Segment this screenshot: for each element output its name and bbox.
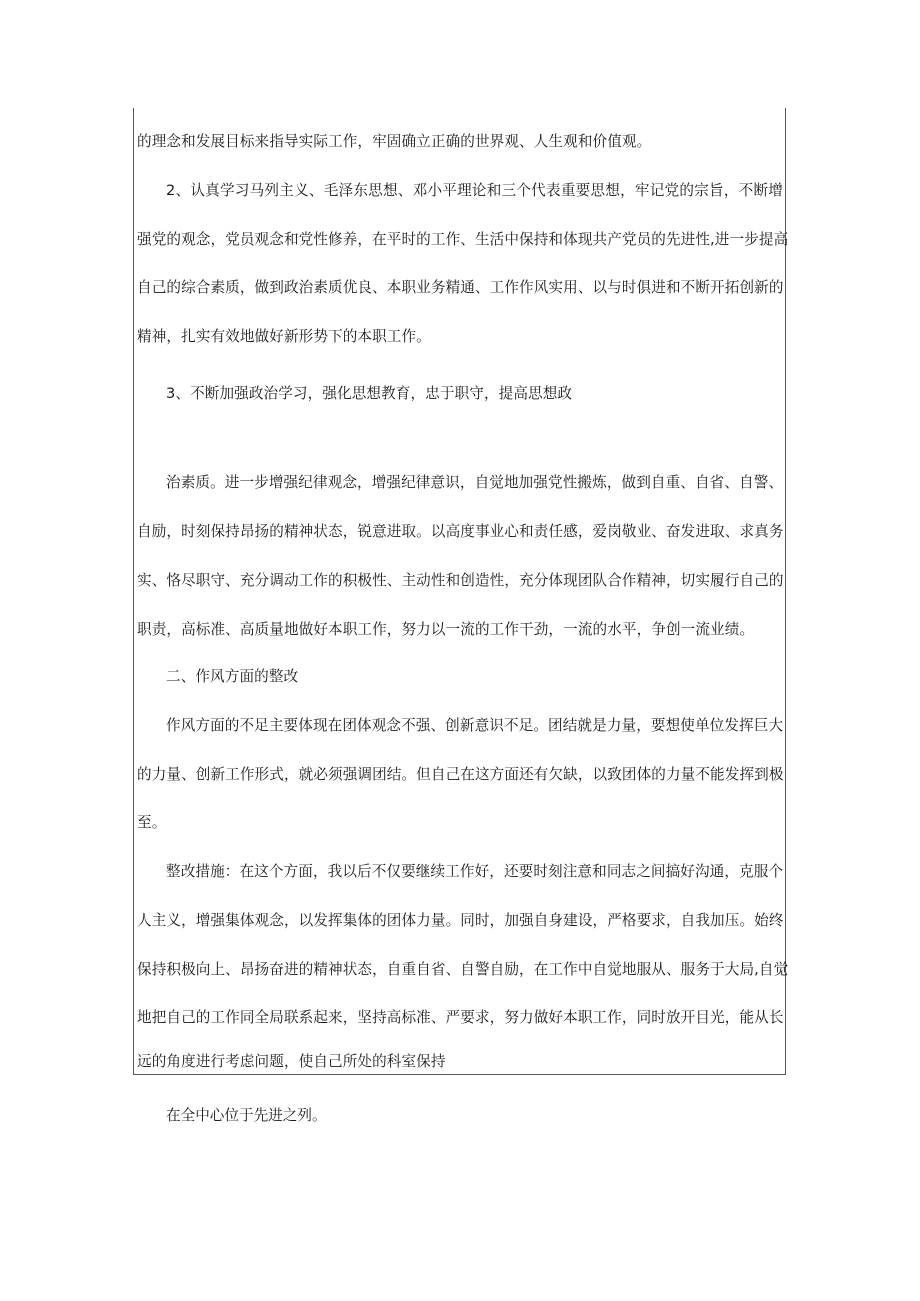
paragraph-line: 职责，高标准、高质量地做好本职工作，努力以一流的工作干劲，一流的水平，争创一流业绩。 — [137, 621, 755, 638]
paragraph-line: 强党的观念，党员观念和党性修养，在平时的工作、生活中保持和体现共产党员的先进性,进一步提高 — [137, 231, 789, 248]
paragraph-line: 地把自己的工作同全局联系起来，坚持高标准、严要求，努力做好本职工作，同时放开目光，能从长 — [137, 1009, 784, 1026]
paragraph-line: 实、恪尽职守、充分调动工作的积极性、主动性和创造性，充分体现团队合作精神，切实履行自己的 — [137, 572, 784, 589]
paragraph-line: 至。 — [137, 814, 167, 831]
paragraph-line: 保持积极向上、昂扬奋进的精神状态，自重自省、自警自励，在工作中自觉地服从、服务于大局,自觉 — [137, 961, 789, 978]
paragraph-line: 的理念和发展目标来指导实际工作，牢固确立正确的世界观、人生观和价值观。 — [137, 133, 652, 150]
paragraph-line: 人主义，增强集体观念，以发挥集体的团体力量。同时，加强自身建设，严格要求，自我加压。始终 — [137, 912, 784, 929]
paragraph-line: 自己的综合素质，做到政治素质优良、本职业务精通、工作作风实用、以与时俱进和不断开拓创新的 — [137, 279, 784, 296]
section-heading: 二、作风方面的整改 — [166, 668, 299, 685]
paragraph-line: 2、认真学习马列主义、毛泽东思想、邓小平理论和三个代表重要思想，牢记党的宗旨，不断增 — [166, 182, 783, 199]
paragraph-line: 自励，时刻保持昂扬的精神状态，锐意进取。以高度事业心和责任感，爱岗敬业、奋发进取、求真务 — [137, 523, 784, 540]
paragraph-line: 整改措施：在这个方面，我以后不仅要继续工作好，还要时刻注意和同志之间搞好沟通，克服个 — [166, 863, 784, 880]
paragraph-after-table: 在全中心位于先进之列。 — [166, 1107, 327, 1124]
paragraph-line: 治素质。进一步增强纪律观念，增强纪律意识，自觉地加强党性搬炼，做到自重、自省、自警、 — [166, 474, 784, 491]
paragraph-line: 3、不断加强政治学习，强化思想教育，忠于职守，提高思想政 — [166, 385, 573, 402]
paragraph-line: 精神，扎实有效地做好新形势下的本职工作。 — [137, 328, 431, 345]
paragraph-line: 作风方面的不足主要体现在团体观念不强、创新意识不足。团结就是力量，要想使单位发挥巨大 — [166, 717, 784, 734]
paragraph-line: 远的角度进行考虑问题，使自己所处的科室保持 — [137, 1053, 446, 1070]
paragraph-line: 的力量、创新工作形式，就必须强调团结。但自己在这方面还有欠缺，以致团体的力量不能发挥到极 — [137, 766, 784, 783]
